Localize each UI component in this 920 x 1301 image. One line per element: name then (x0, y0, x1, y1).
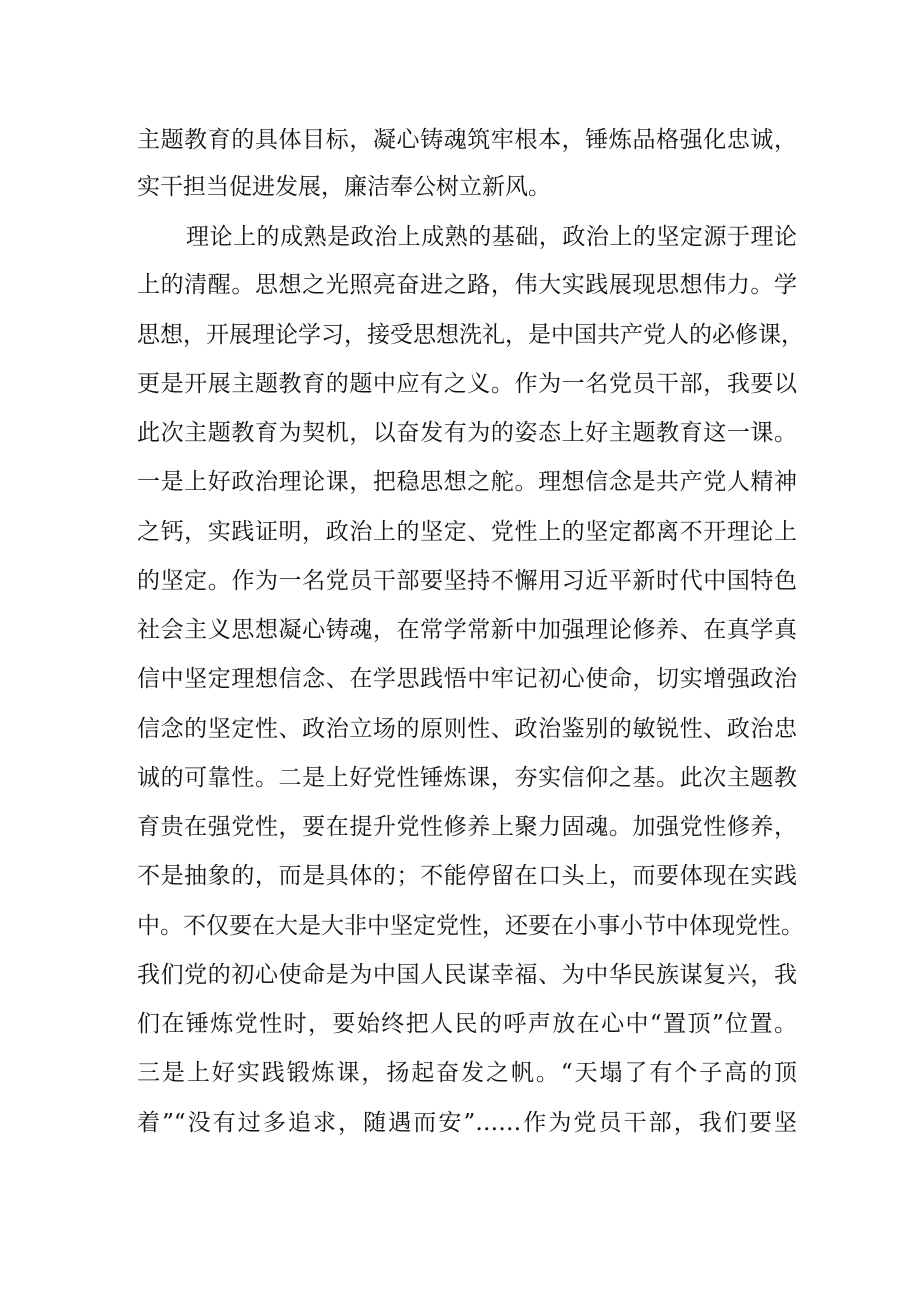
text-line: 的坚定。作为一名党员干部要坚持不懈用习近平新时代中国特色 (137, 568, 797, 594)
text-line: 不是抽象的，而是具体的；不能停留在口头上，而要体现在实践 (137, 863, 797, 889)
text-line: 社会主义思想凝心铸魂，在常学常新中加强理论修养、在真学真 (137, 617, 797, 643)
text-line: 思想，开展理论学习，接受思想洗礼，是中国共产党人的必修课， (137, 322, 804, 348)
text-line: 信念的坚定性、政治立场的原则性、政治鉴别的敏锐性、政治忠 (137, 716, 797, 742)
text-line: 们在锤炼党性时，要始终把人民的呼声放在心中“置顶”位置。 (137, 1011, 797, 1037)
text-line: 之钙，实践证明，政治上的坚定、党性上的坚定都离不开理论上 (137, 519, 797, 545)
text-line: 育贵在强党性，要在提升党性修养上聚力固魂。加强党性修养， (137, 814, 797, 840)
text-line: 实干担当促进发展，廉洁奉公树立新风。 (137, 174, 551, 200)
text-line: 一是上好政治理论课，把稳思想之舵。理想信念是共产党人精神 (137, 469, 797, 495)
text-line: 上的清醒。思想之光照亮奋进之路，伟大实践展现思想伟力。学 (137, 272, 797, 298)
text-line: 着”“没有过多追求，随遇而安”……作为党员干部，我们要坚 (137, 1110, 797, 1136)
text-line: 此次主题教育为契机，以奋发有为的姿态上好主题教育这一课。 (137, 420, 797, 446)
paragraph-first-line: 理论上的成熟是政治上成熟的基础，政治上的坚定源于理论 (186, 224, 797, 250)
text-line: 诚的可靠性。二是上好党性锤炼课，夯实信仰之基。此次主题教 (137, 765, 797, 791)
text-line: 我们党的初心使命是为中国人民谋幸福、为中华民族谋复兴，我 (137, 962, 797, 988)
text-line: 主题教育的具体目标，凝心铸魂筑牢根本，锤炼品格强化忠诚， (137, 127, 797, 153)
text-line: 信中坚定理想信念、在学思践悟中牢记初心使命，切实增强政治 (137, 666, 797, 692)
text-line: 中。不仅要在大是大非中坚定党性，还要在小事小节中体现党性。 (137, 913, 804, 939)
text-line: 更是开展主题教育的题中应有之义。作为一名党员干部，我要以 (137, 371, 797, 397)
text-line: 三是上好实践锻炼课，扬起奋发之帆。“天塌了有个子高的顶 (137, 1060, 797, 1086)
